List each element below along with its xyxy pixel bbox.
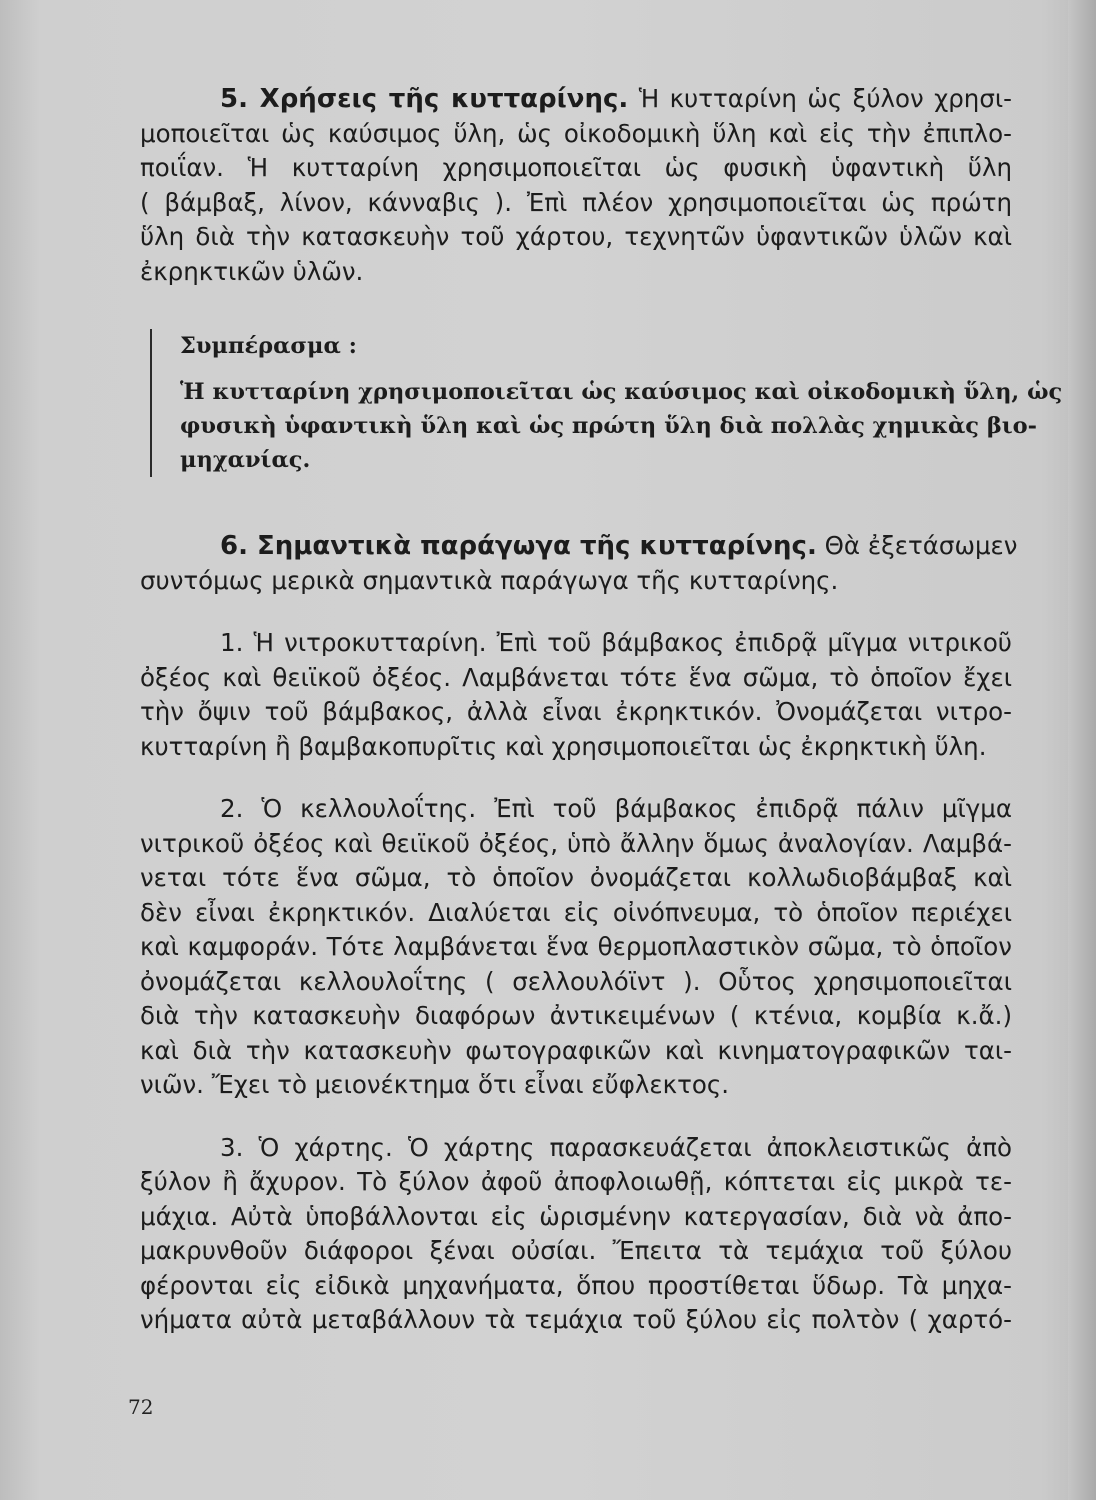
text-line: 3. Ὁ χάρτης. Ὁ χάρτης παρασκευάζεται ἀποκλειστικῶς ἀπὸ	[220, 1132, 1012, 1162]
text-line: δὲν εἶναι ἐκρηκτικόν. Διαλύεται εἰς οἰνόπνευμα, τὸ ὁποῖον περιέχει	[140, 897, 1012, 927]
text-line: καὶ καμφοράν. Τότε λαμβάνεται ἕνα θερμοπλαστικὸν σῶμα, τὸ ὁποῖον	[140, 932, 1012, 961]
text-line: τὴν ὄψιν τοῦ βάμβακος, ἀλλὰ εἶναι ἐκρηκτικόν. Ὀνομάζεται νιτρο-	[140, 697, 1012, 726]
text-line: 5. Χρήσεις τῆς κυτταρίνης. Ἡ κυτταρίνη ὡς ξύλον χρησι-	[220, 84, 1012, 114]
text-line: ὀνομάζεται κελλουλοΐτης ( σελλουλόϊντ ). Οὗτος χρησιμοποιεῖται	[140, 966, 1012, 996]
text-line: νιτρικοῦ ὀξέος καὶ θειϊκοῦ ὀξέος, ὑπὸ ἄλλην ὅμως ἀναλογίαν. Λαμβά-	[140, 828, 1012, 858]
section-5-heading: 5. Χρήσεις τῆς κυτταρίνης.	[220, 84, 629, 114]
text-line: ποιΐαν. Ἡ κυτταρίνη χρησιμοποιεῖται ὡς φυσικὴ ὑφαντικὴ ὕλη	[140, 153, 1012, 182]
text-line: ξύλον ἢ ἄχυρον. Τὸ ξύλον ἀφοῦ ἀποφλοιωθῇ, κόπτεται εἰς μικρὰ τε-	[140, 1167, 1012, 1196]
text-line: μάχια. Αὐτὰ ὑποβάλλονται εἰς ὡρισμένην κατεργασίαν, διὰ νὰ ἀπο-	[140, 1201, 1012, 1231]
conclusion-line: μηχανίας.	[180, 447, 311, 473]
page-edge	[1068, 0, 1096, 1500]
item-3-paragraph	[140, 1131, 1012, 1338]
conclusion-box	[150, 329, 1063, 477]
text-line: νεται τότε ἕνα σῶμα, τὸ ὁποῖον ὀνομάζεται κολλωδιοβάμβαξ καὶ	[140, 863, 1012, 892]
page-number: 72	[128, 1395, 154, 1419]
text-line: 6. Σημαντικὰ παράγωγα τῆς κυτταρίνης. Θὰ ἐξετάσωμεν	[220, 531, 1018, 561]
text-line: μοποιεῖται ὡς καύσιμος ὕλη, ὡς οἰκοδομικὴ ὕλη καὶ εἰς τὴν ἐπιπλο-	[140, 118, 1012, 148]
section-6-heading: 6. Σημαντικὰ παράγωγα τῆς κυτταρίνης.	[220, 531, 817, 561]
item-1-paragraph	[140, 626, 1012, 764]
text-line: νιῶν. Ἔχει τὸ μειονέκτημα ὅτι εἶναι εὔφλεκτος.	[140, 1070, 729, 1099]
text-line: κυτταρίνη ἢ βαμβακοπυρῖτις καὶ χρησιμοποιεῖται ὡς ἐκρηκτικὴ ὕλη.	[140, 731, 987, 761]
section-5-paragraph	[140, 82, 1012, 289]
text-line: ἐκρηκτικῶν ὑλῶν.	[140, 256, 364, 286]
text-line: ὀξέος καὶ θειϊκοῦ ὀξέος. Λαμβάνεται τότε ἕνα σῶμα, τὸ ὁποῖον ἔχει	[140, 662, 1012, 692]
text-line: 1. Ἡ νιτροκυτταρίνη. Ἐπὶ τοῦ βάμβακος ἐπιδρᾷ μῖγμα νιτρικοῦ	[220, 628, 1012, 657]
section-6-paragraph	[140, 529, 1018, 598]
conclusion-title: Συμπέρασμα :	[180, 333, 357, 359]
text-line: διὰ τὴν κατασκευὴν διαφόρων ἀντικειμένων ( κτένια, κομβία κ.ἄ.)	[140, 1001, 1012, 1030]
text-line: συντόμως μερικὰ σημαντικὰ παράγωγα τῆς κυτταρίνης.	[140, 565, 839, 595]
conclusion-line: Ἡ κυτταρίνη χρησιμοποιεῖται ὡς καύσιμος καὶ οἰκοδομικὴ ὕλη, ὡς	[180, 379, 1063, 405]
text-line: νήματα αὐτὰ μεταβάλλουν τὰ τεμάχια τοῦ ξύλου εἰς πολτὸν ( χαρτό-	[140, 1305, 1012, 1334]
page-text	[140, 82, 1063, 1338]
text-line: καὶ διὰ τὴν κατασκευὴν φωτογραφικῶν καὶ κινηματογραφικῶν ται-	[140, 1035, 1012, 1065]
text-line: ( βάμβαξ, λίνον, κάνναβις ). Ἐπὶ πλέον χρησιμοποιεῖται ὡς πρώτη	[140, 187, 1012, 217]
item-2-paragraph	[140, 792, 1012, 1103]
text-line: ὕλη διὰ τὴν κατασκευὴν τοῦ χάρτου, τεχνητῶν ὑφαντικῶν ὑλῶν καὶ	[140, 222, 1012, 251]
conclusion-line: φυσικὴ ὑφαντικὴ ὕλη καὶ ὡς πρώτη ὕλη διὰ πολλὰς χημικὰς βιο-	[180, 413, 1037, 439]
text-line: φέρονται εἰς εἰδικὰ μηχανήματα, ὅπου προστίθεται ὕδωρ. Τὰ μηχα-	[140, 1270, 1012, 1300]
text-line: μακρυνθοῦν διάφοροι ξέναι οὐσίαι. Ἔπειτα τὰ τεμάχια τοῦ ξύλου	[140, 1236, 1012, 1265]
text-line: 2. Ὁ κελλουλοΐτης. Ἐπὶ τοῦ βάμβακος ἐπιδρᾷ πάλιν μῖγμα	[220, 794, 1012, 823]
